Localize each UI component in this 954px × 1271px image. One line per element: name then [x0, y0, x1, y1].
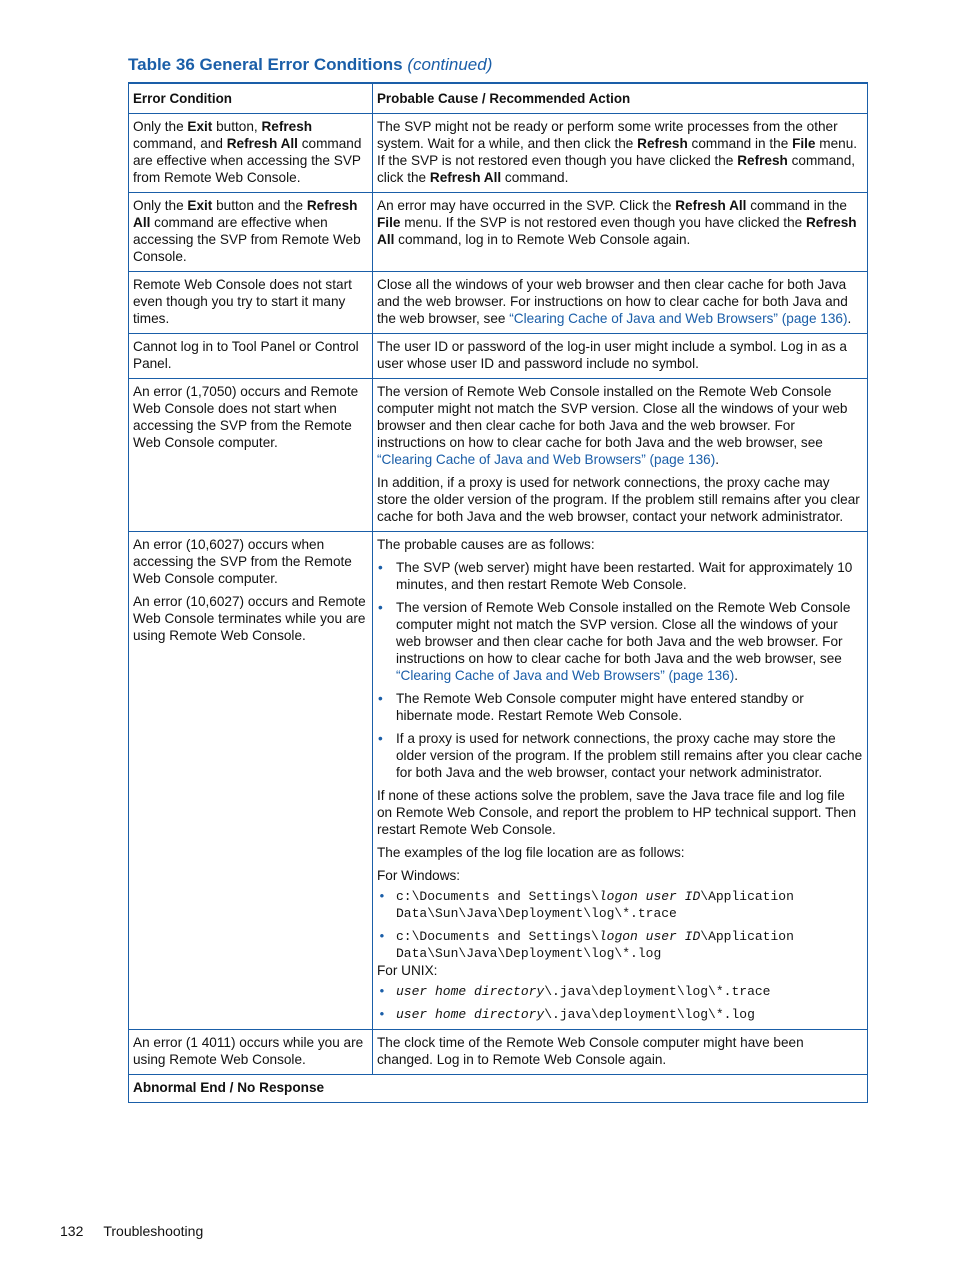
list-item: • user home directory\.java\deployment\log\*.trace [396, 983, 863, 1000]
header-error-condition: Error Condition [129, 83, 373, 114]
probable-cause-cell: An error may have occurred in the SVP. Click the Refresh All command in the File menu. If the SVP is not restored even though you have clicked the Refresh All command, log in to Remote Web Console again. [373, 193, 868, 272]
error-conditions-table [128, 82, 868, 1103]
table-row [129, 114, 868, 193]
error-condition-cell: An error (1,7050) occurs and Remote Web Console does not start when accessing the SVP from the Remote Web Console computer. [129, 379, 373, 532]
table-row [129, 193, 868, 272]
windows-paths-list [377, 888, 863, 962]
table-caption [128, 55, 492, 75]
probable-cause-cell: The user ID or password of the log-in user might include a symbol. Log in as a user whose user ID and password include no symbol. [373, 334, 868, 379]
caption-title: Table 36 General Error Conditions [128, 55, 403, 74]
error-condition-cell: An error (10,6027) occurs when accessing the SVP from the Remote Web Console computer. An error (10,6027) occurs and Remote Web Console terminates while you are using Remote Web Console. [129, 532, 373, 1030]
probable-cause-cell: The probable causes are as follows: • The SVP (web server) might have been restarted. Wait for approximately 10 minutes, and then restart Remote Web Console. • The version of Remote Web Console installed on the Remote Web Console computer might not match the SVP version. Close all the windows of your web browser and then clear cache for both Java and the web browser. For instructions on how to clear cache for both Java and the web browser, see “Clearing Cache of Java and Web Browsers” (page 136). • The Remote Web Console computer might have entered standby or hibernate mode. Restart Remote Web Console. • If a proxy is used for network connections, the proxy cache may store the older version of the program. If the problem still remains after you clear cache for both Java and the web browser, contact your network administrator. If none of these actions solve the problem, save the Java trace file and log file on Remote Web Console, and report the problem to HP technical support. Then restart Remote Web Console. The examples of the log file location are as follows: For Windows: • c:\Documents and Settings\logon user ID\Application Data\Sun\Java\Deployment\log\*.trace • c:\Documents and Settings\logon user ID\Application Data\Sun\Java\Deployment\log\*.log For UNIX: • user home directory\.java\deployment\log\*.trace • user home directory\.java\deployment\log\*.log [373, 532, 868, 1030]
table-row [129, 1030, 868, 1075]
table-row [129, 272, 868, 334]
error-condition-cell: An error (1 4011) occurs while you are using Remote Web Console. [129, 1030, 373, 1075]
list-item: • The SVP (web server) might have been restarted. Wait for approximately 10 minutes, and then restart Remote Web Console. [396, 559, 863, 593]
list-item: • The version of Remote Web Console installed on the Remote Web Console computer might not match the SVP version. Close all the windows of your web browser and then clear cache for both Java and the web browser. For instructions on how to clear cache for both Java and the web browser, see “Clearing Cache of Java and Web Browsers” (page 136). [396, 599, 863, 684]
table-row [129, 379, 868, 532]
list-item: • If a proxy is used for network connections, the proxy cache may store the older version of the program. If the problem still remains after you clear cache for both Java and the web browser, contact your network administrator. [396, 730, 863, 781]
unix-paths-list [377, 983, 863, 1023]
table-row [129, 532, 868, 1030]
clearing-cache-link[interactable]: “Clearing Cache of Java and Web Browsers” (page 136) [396, 668, 735, 683]
probable-cause-cell: The version of Remote Web Console installed on the Remote Web Console computer might not match the SVP version. Close all the windows of your web browser and then clear cache for both Java and the web browser. For instructions on how to clear cache for both Java and the web browser, see “Clearing Cache of Java and Web Browsers” (page 136). In addition, if a proxy is used for network connections, the proxy cache may store the older version of the program. If the problem still remains after you clear cache for both Java and the web browser, contact your network administrator. [373, 379, 868, 532]
error-condition-cell: Only the Exit button and the Refresh All command are effective when accessing the SVP from Remote Web Console. [129, 193, 373, 272]
caption-continued: (continued) [407, 55, 493, 74]
list-item: • c:\Documents and Settings\logon user ID\Application Data\Sun\Java\Deployment\log\*.log [396, 928, 863, 962]
clearing-cache-link[interactable]: “Clearing Cache of Java and Web Browsers” (page 136) [377, 452, 716, 467]
probable-cause-cell: Close all the windows of your web browser and then clear cache for both Java and the web browser. For instructions on how to clear cache for both Java and the web browser, see “Clearing Cache of Java and Web Browsers” (page 136). [373, 272, 868, 334]
proxy-note: In addition, if a proxy is used for network connections, the proxy cache may store the older version of the program. If the problem still remains after you clear cache for both Java and the web browser, contact your network administrator. [377, 475, 860, 524]
section-title: Troubleshooting [103, 1223, 204, 1239]
table-subheading: Abnormal End / No Response [129, 1075, 868, 1103]
page-number: 132 [60, 1223, 84, 1239]
list-item: • The Remote Web Console computer might have entered standby or hibernate mode. Restart Remote Web Console. [396, 690, 863, 724]
table-header-row [129, 83, 868, 114]
error-condition-cell: Remote Web Console does not start even though you try to start it many times. [129, 272, 373, 334]
clearing-cache-link[interactable]: “Clearing Cache of Java and Web Browsers” (page 136) [509, 311, 848, 326]
list-item: • c:\Documents and Settings\logon user ID\Application Data\Sun\Java\Deployment\log\*.trace [396, 888, 863, 922]
probable-cause-cell: The clock time of the Remote Web Console computer might have been changed. Log in to Remote Web Console again. [373, 1030, 868, 1075]
error-condition-cell: Cannot log in to Tool Panel or Control Panel. [129, 334, 373, 379]
error-condition-cell: Only the Exit button, Refresh command, and Refresh All command are effective when accessing the SVP from Remote Web Console. [129, 114, 373, 193]
page-footer [60, 1223, 203, 1239]
list-item: • user home directory\.java\deployment\log\*.log [396, 1006, 863, 1023]
causes-list [377, 559, 863, 781]
probable-cause-cell: The SVP might not be ready or perform some write processes from the other system. Wait for a while, and then click the Refresh command in the File menu. If the SVP is not restored even though you have clicked the Refresh command, click the Refresh All command. [373, 114, 868, 193]
table-subheading-row [129, 1075, 868, 1103]
header-probable-cause: Probable Cause / Recommended Action [373, 83, 868, 114]
table-row [129, 334, 868, 379]
